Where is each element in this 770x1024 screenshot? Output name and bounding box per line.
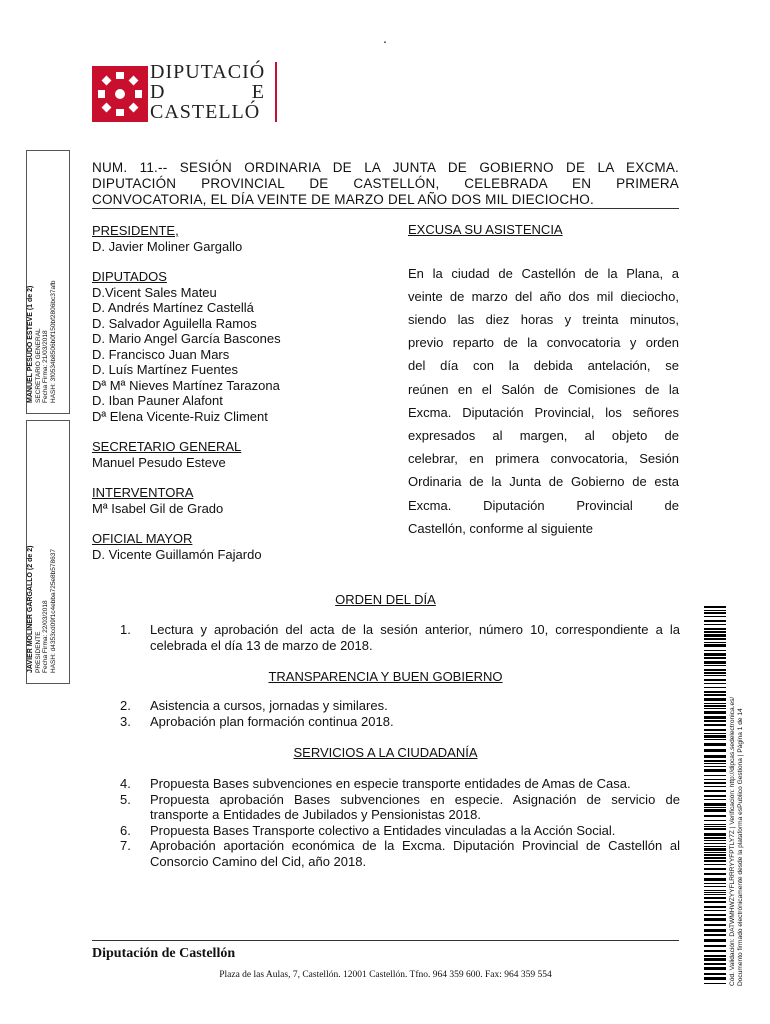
logo-line-3: CASTELLÓ xyxy=(150,101,261,123)
signature-2-role: PRESIDENTE xyxy=(34,631,42,673)
paragraph-line: En la ciudad de Castellón de la Plana, a xyxy=(408,265,679,281)
logo-line-2-right: E xyxy=(251,81,265,103)
barcode-bar xyxy=(704,826,726,827)
barcode-bar xyxy=(704,963,726,965)
barcode-bar xyxy=(704,724,726,726)
logo-line-1: DIPUTACIÓ xyxy=(150,61,266,83)
agenda-item-text: Propuesta Bases Transporte colectivo a Entidades vinculadas a la Acción Social. xyxy=(150,822,616,838)
barcode-bar xyxy=(704,848,726,851)
barcode-bar xyxy=(704,606,726,608)
barcode-bar xyxy=(704,868,726,870)
barcode-bar xyxy=(704,983,726,984)
barcode-bar xyxy=(704,918,726,921)
barcode-bar xyxy=(704,824,726,825)
barcode-bar xyxy=(704,624,726,625)
signature-box-1 xyxy=(26,150,70,414)
barcode-bar xyxy=(704,846,726,847)
barcode-bar xyxy=(704,977,726,980)
barcode-bar xyxy=(704,691,726,693)
signature-1-role: SECRETARIO GENERAL xyxy=(34,328,42,403)
signature-2-date: Fecha Firma: 22/03/2018 xyxy=(42,600,49,673)
oficial-label: OFICIAL MAYOR xyxy=(92,531,193,546)
barcode-bar xyxy=(704,883,726,884)
session-paragraph xyxy=(408,262,679,540)
barcode-bar xyxy=(704,672,726,674)
barcode-bar xyxy=(704,720,726,722)
signature-box-2 xyxy=(26,420,70,684)
paragraph-line: Ordinaria de la Junta de Gobierno de esta xyxy=(408,474,679,490)
diputado-item: D. Iban Pauner Alafont xyxy=(92,393,223,408)
footer-address: Plaza de las Aulas, 7, Castellón. 12001 Castellón. Tfno. 964 359 600. Fax: 964 359 554 xyxy=(219,970,552,980)
barcode-bar xyxy=(704,910,726,911)
barcode-bar xyxy=(704,749,726,752)
barcode-bar xyxy=(704,873,726,875)
agenda-item xyxy=(120,792,680,823)
diputacion-logo-text xyxy=(150,62,277,122)
diputado-item: D. Mario Angel García Bascones xyxy=(92,331,281,346)
barcode-bar xyxy=(704,958,726,961)
agenda-item-number: 6. xyxy=(120,822,131,838)
session-title-line-1: NUM. 11.-- SESIÓN ORDINARIA DE LA JUNTA DE GOBIERNO DE LA EXCMA. xyxy=(92,160,679,175)
agenda-item-text: Lectura y aprobación del acta de la sesión anterior, número 10, correspondiente a la celebrada el día 13 de marzo de 2018. xyxy=(150,622,680,653)
paragraph-line: celebrar, en primera convocatoria, Sesión xyxy=(408,451,679,467)
logo-line-2-left: D xyxy=(150,81,166,103)
diputado-item: Dª Mª Nieves Martínez Tarazona xyxy=(92,377,280,393)
barcode-bar xyxy=(704,837,726,839)
session-title xyxy=(92,160,679,208)
barcode-bar xyxy=(704,679,726,681)
footer-divider xyxy=(92,940,679,941)
barcode-bar xyxy=(704,683,726,684)
barcode-bar xyxy=(704,914,726,916)
signature-1-name: MANUEL PESUDO ESTEVE (1 de 2) xyxy=(27,285,34,403)
section-transparencia: TRANSPARENCIA Y BUEN GOBIERNO xyxy=(268,669,503,684)
barcode-bar xyxy=(704,638,726,640)
attendees-column xyxy=(92,223,392,577)
barcode-bar xyxy=(704,733,726,734)
barcode-bar xyxy=(704,857,726,859)
barcode-bar xyxy=(704,665,726,666)
title-divider xyxy=(92,208,679,209)
barcode-bar xyxy=(704,743,726,746)
barcode-bar xyxy=(704,782,726,784)
agenda-item-number: 4. xyxy=(120,776,131,791)
signature-2-hash: HASH: d4353cd09f1c4ebba725e8b578637 xyxy=(49,549,57,673)
barcode-bar xyxy=(704,698,726,701)
agenda-item-number: 3. xyxy=(120,713,131,729)
session-title-line-3: CONVOCATORIA, EL DÍA VEINTE DE MARZO DEL AÑO DOS MIL DIECIOCHO. xyxy=(92,192,594,207)
agenda-item-text: Aprobación plan formación continua 2018. xyxy=(150,713,394,729)
barcode-bar xyxy=(704,653,726,656)
diputado-item: D. Luís Martínez Fuentes xyxy=(92,362,238,377)
barcode-bar xyxy=(704,650,726,651)
barcode-bar xyxy=(704,711,726,714)
agenda-item-text: Asistencia a cursos, jornadas y similares. xyxy=(150,698,388,713)
barcode-bar xyxy=(704,878,726,881)
barcode-bar xyxy=(704,628,726,630)
barcode-bar xyxy=(704,807,726,808)
barcode-bar xyxy=(704,763,726,764)
barcode-bar xyxy=(704,803,726,806)
barcode-bar xyxy=(704,790,726,792)
top-mark: . xyxy=(383,30,387,46)
agenda-item-number: 5. xyxy=(120,791,131,807)
barcode-bar xyxy=(704,634,726,637)
barcode-bar xyxy=(704,631,726,633)
excusa-label: EXCUSA SU ASISTENCIA xyxy=(408,222,563,237)
barcode-bar xyxy=(704,864,726,865)
barcode-bar xyxy=(704,886,726,887)
paragraph-line: del día con la debida antelación, se xyxy=(408,358,679,374)
barcode-bar xyxy=(704,703,726,704)
barcode-bar xyxy=(704,843,726,844)
agenda-item xyxy=(120,714,680,730)
barcode-bar xyxy=(704,955,726,957)
barcode-bar xyxy=(704,929,726,932)
barcode-bar xyxy=(704,897,726,899)
session-title-line-2: DIPUTACIÓN PROVINCIAL DE CASTELLÓN, CELEBRADA EN PRIMERA xyxy=(92,176,679,191)
presidente-label: PRESIDENTE, xyxy=(92,223,179,238)
diputado-item: D. Andrés Martínez Castellá xyxy=(92,300,254,315)
barcode-bar xyxy=(704,924,726,926)
agenda-item-text: Propuesta Bases subvenciones en especie transporte entidades de Amas de Casa. xyxy=(150,776,631,791)
agenda-item xyxy=(120,776,680,792)
secretario-name: Manuel Pesudo Esteve xyxy=(92,454,226,470)
barcode-bar xyxy=(704,934,726,936)
agenda-item-number: 2. xyxy=(120,698,131,713)
barcode-bar xyxy=(704,661,726,664)
orden-heading: ORDEN DEL DÍA xyxy=(335,592,436,607)
footer-title: Diputación de Castellón xyxy=(92,946,236,961)
secretario-label: SECRETARIO GENERAL xyxy=(92,439,242,454)
barcode-bar xyxy=(704,760,726,762)
barcode-bar xyxy=(704,828,726,830)
barcode-bar xyxy=(704,769,726,772)
signature-2-name: JAVIER MOLINER GARGALLO (2 de 2) xyxy=(27,545,34,673)
agenda-item-text: Aprobación aportación económica de la Excma. Diputación Provincial de Castellón al Consorcio Camino del Cid, año 2018. xyxy=(150,838,680,869)
validation-page-info: Documento firmado electrónicamente desde la plataforma esPublico Gestiona | Página 1 de 14 xyxy=(737,708,744,986)
barcode-bar xyxy=(704,620,726,622)
barcode-bar xyxy=(704,657,726,659)
barcode-bar xyxy=(704,610,726,611)
paragraph-line: previo reparto de la convocatoria y orden xyxy=(408,335,679,351)
interventora-label: INTERVENTORA xyxy=(92,485,194,500)
barcode-bar xyxy=(704,852,726,853)
barcode-bar xyxy=(704,739,726,740)
signature-1-hash: HASH: 3f0534b8506b0f150bf2806bc37afb xyxy=(49,280,57,403)
signature-1-date: Fecha Firma: 21/03/2018 xyxy=(42,330,49,403)
barcode-bar xyxy=(704,779,726,780)
barcode-bar xyxy=(704,644,726,647)
diputado-item: Dª Elena Vicente-Ruiz Climent xyxy=(92,408,268,424)
agenda-item xyxy=(120,698,680,714)
barcode-bar xyxy=(704,786,726,787)
diputacion-logo-icon xyxy=(92,66,148,122)
agenda-group-1 xyxy=(120,622,680,653)
agenda-item xyxy=(120,838,680,869)
barcode-bar xyxy=(704,892,726,893)
barcode-bar xyxy=(704,708,726,709)
barcode-bar xyxy=(704,694,726,696)
barcode-bar xyxy=(704,901,726,903)
barcode-bar xyxy=(704,906,726,908)
barcode-bar xyxy=(704,967,726,970)
agenda-item-number: 7. xyxy=(120,838,131,853)
agenda-item xyxy=(120,823,680,839)
oficial-name: D. Vicente Guillamón Fajardo xyxy=(92,546,262,562)
barcode-bar xyxy=(704,766,726,767)
excusa-column xyxy=(408,222,679,540)
paragraph-line: siendo las diez horas y treinta minutos, xyxy=(408,311,679,327)
barcode-bar xyxy=(704,716,726,719)
barcode-bar xyxy=(704,616,726,617)
barcode-bar xyxy=(704,820,726,821)
barcode-bar xyxy=(704,890,726,891)
barcode-bar xyxy=(704,795,726,797)
validation-code: Cód. Validación: DATWMHWZYYFLRRRYYFPTLY7Z | Verificación: http://dipcas.sedelectronica.es/ xyxy=(729,696,736,986)
diputado-item: D. Francisco Juan Mars xyxy=(92,346,230,362)
presidente-name: D. Javier Moliner Gargallo xyxy=(92,238,243,254)
logo-line-2 xyxy=(150,82,275,102)
barcode-bar xyxy=(704,939,726,942)
barcode-bar xyxy=(704,755,726,758)
barcode-bar xyxy=(704,669,726,671)
paragraph-line: expresados al margen, al objeto de xyxy=(408,427,679,443)
barcode-bar xyxy=(704,612,726,614)
barcode-bar xyxy=(704,854,726,856)
validation-strip xyxy=(729,606,753,986)
barcode-bar xyxy=(704,705,726,707)
diputado-item: D.Vicent Sales Mateu xyxy=(92,284,217,300)
paragraph-line: Castellón, conforme al siguiente xyxy=(408,520,593,536)
diputados-label: DIPUTADOS xyxy=(92,269,167,284)
barcode-bar xyxy=(704,894,726,895)
paragraph-line: Excma. Diputación Provincial de xyxy=(408,497,679,513)
barcode-bar xyxy=(704,973,726,975)
diputado-item: D. Salvador Aguilella Ramos xyxy=(92,315,257,331)
barcode-bar xyxy=(704,675,726,676)
barcode-bar xyxy=(704,687,726,688)
agenda-item-text: Propuesta aprobación Bases subvenciones en especie. Asignación de servicio de transporte a Entidades de Jubilados y Pensionistas 2018. xyxy=(150,791,680,822)
agenda-group-2 xyxy=(120,698,680,729)
barcode-bar xyxy=(704,950,726,952)
agenda-item-number: 1. xyxy=(120,622,131,637)
paragraph-line: veinte de marzo del año dos mil dieciocho, xyxy=(408,288,679,304)
section-servicios: SERVICIOS A LA CIUDADANÍA xyxy=(293,745,478,760)
barcode-icon xyxy=(704,606,726,986)
barcode-bar xyxy=(704,735,726,738)
paragraph-line: reúnen en el Salón de Comisiones de la xyxy=(408,381,679,397)
barcode-bar xyxy=(704,729,726,731)
barcode-bar xyxy=(704,799,726,800)
barcode-bar xyxy=(704,642,726,643)
barcode-bar xyxy=(704,815,726,817)
barcode-bar xyxy=(704,775,726,776)
interventora-name: Mª Isabel Gil de Grado xyxy=(92,500,224,516)
barcode-bar xyxy=(704,860,726,862)
barcode-bar xyxy=(704,840,726,841)
barcode-bar xyxy=(704,945,726,947)
paragraph-line: Excma. Diputación Provincial, los señores xyxy=(408,404,679,420)
barcode-bar xyxy=(704,833,726,836)
agenda-item xyxy=(120,622,680,653)
agenda-group-3 xyxy=(120,776,680,869)
barcode-bar xyxy=(704,809,726,812)
